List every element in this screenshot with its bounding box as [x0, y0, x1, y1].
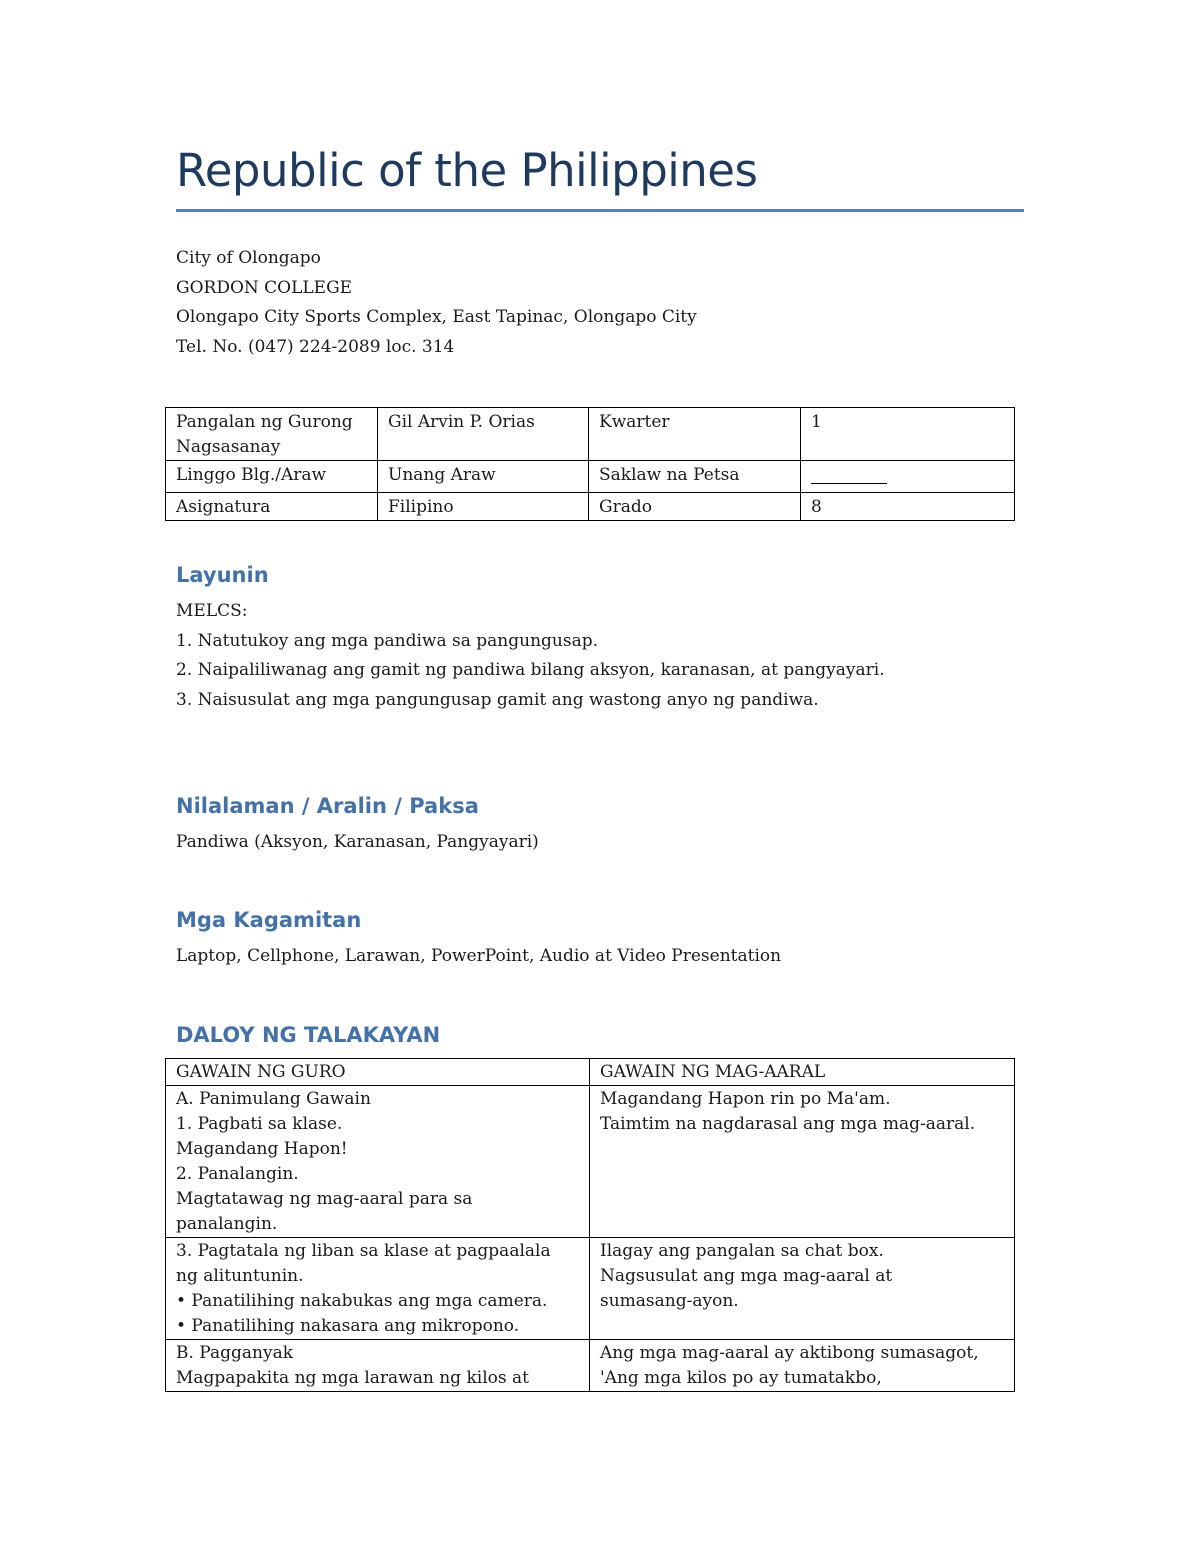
- info-value-date: [801, 461, 1015, 493]
- cell-line: Magtatawag ng mag-aaral para sa: [176, 1189, 473, 1209]
- info-table: [165, 407, 1015, 521]
- list-item: 1. Natutukoy ang mga pandiwa sa pangungusap.: [176, 630, 599, 651]
- title-underline: [176, 209, 1024, 212]
- cell-line: B. Pagganyak: [176, 1343, 293, 1363]
- table-row: [166, 461, 1015, 493]
- address-school: GORDON COLLEGE: [176, 277, 353, 298]
- mag-aaral-cell: [590, 1238, 1015, 1340]
- cell-line: Nagsusulat ang mga mag-aaral at: [600, 1266, 893, 1286]
- kagamitan-heading: Mga Kagamitan: [176, 908, 362, 932]
- table-row: [166, 1238, 1015, 1340]
- cell-line: • Panatilihing nakabukas ang mga camera.: [176, 1291, 548, 1311]
- cell-line: Ang mga mag-aaral ay aktibong sumasagot,: [600, 1343, 979, 1363]
- table-row: [166, 493, 1015, 521]
- address-block: [176, 244, 697, 362]
- cell-line: Ilagay ang pangalan sa chat box.: [600, 1241, 884, 1261]
- cell-line: Magpapakita ng mga larawan ng kilos at: [176, 1368, 529, 1388]
- guro-cell: [166, 1340, 590, 1392]
- info-label-date: Saklaw na Petsa: [589, 461, 801, 493]
- daloy-table: [165, 1058, 1015, 1392]
- cell-line: • Panatilihing nakasara ang mikropono.: [176, 1316, 520, 1336]
- table-row: [166, 1340, 1015, 1392]
- cell-line: sumasang-ayon.: [600, 1291, 739, 1311]
- list-item: 2. Naipaliliwanag ang gamit ng pandiwa bilang aksyon, karanasan, at pangyayari.: [176, 660, 885, 680]
- cell-line: 'Ang mga kilos po ay tumatakbo,: [600, 1368, 882, 1388]
- layunin-list: [176, 597, 885, 715]
- info-value-week: Unang Araw: [378, 461, 589, 493]
- table-row: [166, 1086, 1015, 1238]
- melcs-label: MELCS:: [176, 601, 248, 621]
- table-row: [166, 1059, 1015, 1086]
- address-city: City of Olongapo: [176, 248, 321, 268]
- info-value-grade: 8: [801, 493, 1015, 521]
- info-label-quarter: Kwarter: [589, 408, 801, 461]
- address-telephone: Tel. No. (047) 224-2089 loc. 314: [176, 336, 455, 357]
- blank-date-line: [811, 463, 887, 484]
- info-label-subject: Asignatura: [166, 493, 378, 521]
- cell-line: panalangin.: [176, 1214, 278, 1234]
- mag-aaral-cell: [590, 1086, 1015, 1238]
- col-header-guro: GAWAIN NG GURO: [166, 1059, 590, 1086]
- info-label-teacher: Pangalan ng Gurong Nagsasanay: [166, 408, 378, 461]
- daloy-heading: DALOY NG TALAKAYAN: [176, 1023, 441, 1047]
- cell-line: Magandang Hapon!: [176, 1139, 348, 1159]
- mag-aaral-cell: [590, 1340, 1015, 1392]
- info-value-subject: Filipino: [378, 493, 589, 521]
- cell-line: ng alituntunin.: [176, 1266, 304, 1286]
- cell-line: 2. Panalangin.: [176, 1164, 299, 1184]
- layunin-heading: Layunin: [176, 563, 269, 587]
- kagamitan-text: Laptop, Cellphone, Larawan, PowerPoint, Audio at Video Presentation: [176, 946, 782, 966]
- col-header-mag-aaral: GAWAIN NG MAG-AARAL: [590, 1059, 1015, 1086]
- cell-line: A. Panimulang Gawain: [176, 1089, 371, 1109]
- cell-line: 1. Pagbati sa klase.: [176, 1114, 343, 1134]
- cell-line: Magandang Hapon rin po Ma'am.: [600, 1089, 891, 1109]
- address-location: Olongapo City Sports Complex, East Tapinac, Olongapo City: [176, 307, 697, 327]
- cell-line: 3. Pagtatala ng liban sa klase at pagpaalala: [176, 1241, 551, 1261]
- info-value-quarter: 1: [801, 408, 1015, 461]
- info-value-teacher: Gil Arvin P. Orias: [378, 408, 589, 461]
- guro-cell: [166, 1238, 590, 1340]
- cell-line: Taimtim na nagdarasal ang mga mag-aaral.: [600, 1114, 976, 1134]
- guro-cell: [166, 1086, 590, 1238]
- list-item: 3. Naisusulat ang mga pangungusap gamit ang wastong anyo ng pandiwa.: [176, 689, 819, 710]
- info-label-week: Linggo Blg./Araw: [166, 461, 378, 493]
- info-label-grade: Grado: [589, 493, 801, 521]
- page-title: Republic of the Philippines: [176, 144, 758, 197]
- table-row: [166, 408, 1015, 461]
- nilalaman-text: Pandiwa (Aksyon, Karanasan, Pangyayari): [176, 832, 539, 852]
- nilalaman-heading: Nilalaman / Aralin / Paksa: [176, 794, 479, 818]
